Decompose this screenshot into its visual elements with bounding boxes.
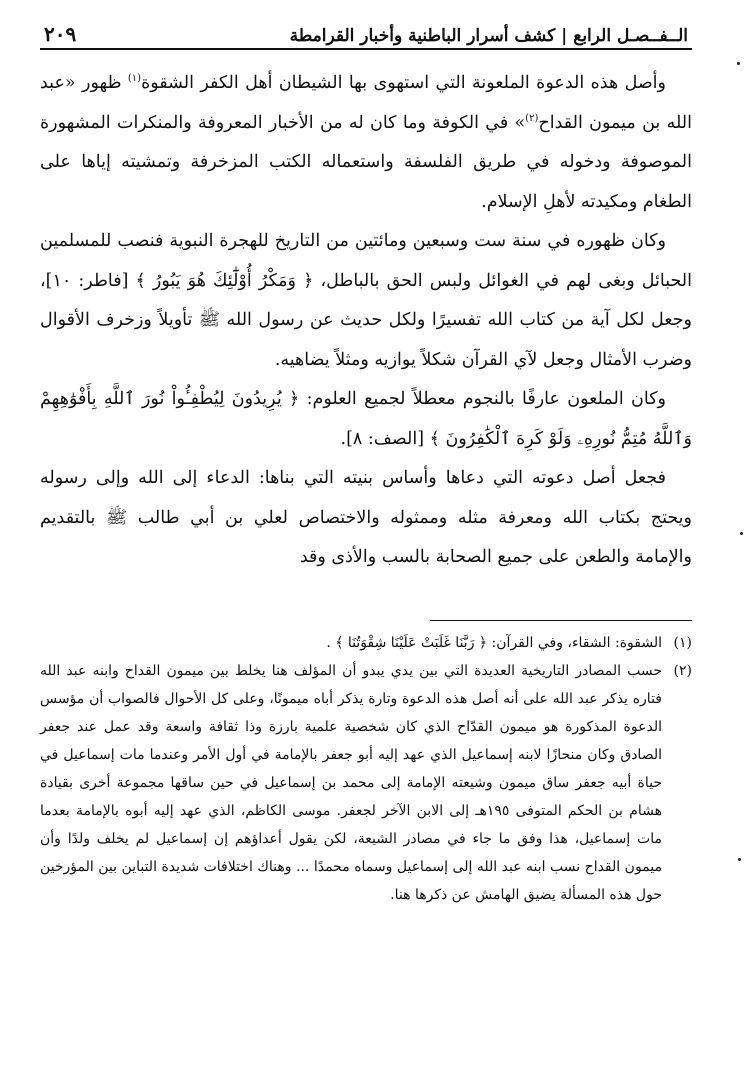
main-text [40,64,692,578]
scan-speck [737,62,740,65]
paragraph-text: وأصل هذه الدعوة الملعونة التي استهوى بها الشيطان أهل الكفر الشقوة [141,73,666,93]
paragraph: وكان الملعون عارفًا بالنجوم معطلاً لجميع العلوم: ﴿ يُرِيدُونَ لِيُطْفِـُٔواْ نُورَ ٱللَّهِ بِأَفْوَٰهِهِمْ وَٱللَّهُ مُتِمُّ نُورِهِۦ وَلَوْ كَرِهَ ٱلْكَٰفِرُونَ ﴾ [الصف: ٨]. [40,389,692,449]
paragraph-text: » في الكوفة وما كان له من الأخبار المعروفة والمنكرات المشهورة الموصوفة ودخوله في طريق الفلسفة واستعماله الكتب المزخرفة وتمشيته إياها على الطغام ومكيدته لأهلِ الإسلام. [40,112,692,212]
book-page [40,22,692,909]
footnote-separator [430,620,692,621]
paragraph: وكان ظهوره في سنة ست وسبعين ومائتين من التاريخ للهجرة النبوية فنصب للمسلمين الحبائل وبغى لهم في الغوائل ولبس الحق بالباطل، ﴿ وَمَكْرُ أُوْلَٰٓئِكَ هُوَ يَبُورُ ﴾ [فاطر: ١٠]، وجعل لكل آية من كتاب الله تفسيرًا ولكل حديث عن رسول الله ﷺ تأويلاً وزخرف الأقوال وضرب الأمثال وجعل لآي القرآن شكلاً يوازيه ومثلاً يضاهيه. [40,231,692,370]
paragraph [40,64,692,222]
paragraph: فجعل أصل دعوته التي دعاها وأساس بنيته التي بناها: الدعاء إلى الله وإلى رسوله ويحتج بكتاب الله ومعرفة مثله وممثوله والاختصاص لعلي بن أبي طالب ﷺ بالتقديم والإمامة والطعن على جميع الصحابة بالسب والأذى وقد [40,468,692,567]
footnote-ref[interactable]: (١) [127,73,142,85]
footnote-number: (٢) [673,662,692,679]
footnote [40,657,692,909]
footnote-text: الشقوة: الشقاء، وفي القرآن: ﴿ رَبَّنَا غَلَبَتْ عَلَيْنَا شِقْوَتُنَا ﴾ . [326,634,662,651]
running-header [40,22,692,50]
running-title: الــفــصـل الرابع | كشف أسرار الباطنية وأخبار القرامطة [289,26,688,46]
page-number: ٢٠٩ [44,22,77,46]
footnotes [40,629,692,909]
footnote-text: حسب المصادر التاريخية العديدة التي بين يدي يبدو أن المؤلف هنا يخلط بين ميمون القداح وابنه عبد الله فتاره يذكر عبد الله على أنه أصل هذه الدعوة وتارة يذكر أباه ميمونًا، وعلى كل الأحوال فالصواب أن مؤسس الدعوة المذكورة هو ميمون القدّاح الذي كان شخصية علمية بارزة وذا ثقافة واسعة وقد عمل عند جعفر الصادق وكان منحازًا لابنه إسماعيل الذي عهد إليه أبو جعفر بالإمامة في أول الأمر وعندما مات إسماعيل في حياة أبيه جعفر ساق ميمون وشيعته الإمامة إلى محمد بن إسماعيل في حين ساقها مجموعة أخرى بقيادة هشام بن الحكم المتوفى ١٩٥هـ إلى الابن الآخر لجعفر. موسى الكاظم، الذي عهد إليه أبوه بالإمامة بعدما مات إسماعيل، هذا وفق ما جاء في مصادر الشيعة، لكن يقول أعداؤهم إن إسماعيل لم يخلف ولدًا وأن ميمون القداح نسب ابنه عبد الله إلى إسماعيل وسماه محمدًا ... وهناك اختلافات شديدة التباين بين المؤرخين حول هذه المسألة يضيق الهامش عن ذكرها هنا. [40,662,662,903]
footnote-ref[interactable]: (٢) [525,112,539,124]
footnote-number: (١) [673,634,692,651]
scan-speck [738,858,741,861]
footnote [40,629,692,657]
scan-speck [740,532,743,535]
paragraph-text: ظهور «عبد الله بن ميمون القداح [40,73,692,133]
